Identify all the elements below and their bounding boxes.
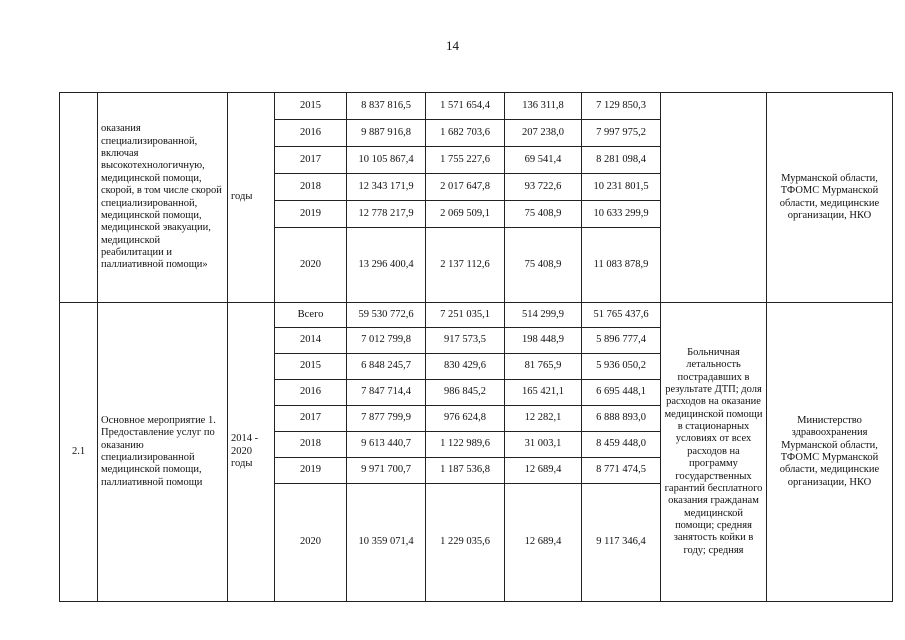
year-cell: 2020 xyxy=(275,228,347,303)
row-number-cell: 2.1 xyxy=(60,303,98,602)
funding-cell: 8 459 448,0 xyxy=(582,432,661,458)
year-cell: 2016 xyxy=(275,120,347,147)
funding-cell: 5 936 050,2 xyxy=(582,354,661,380)
year-cell: Всего xyxy=(275,303,347,328)
total-cell: 13 296 400,4 xyxy=(347,228,426,303)
responsible-cell: Министерство здравоохранения Мурманской области, ТФОМС Мурманской области, медицинские организации, НКО xyxy=(767,303,893,602)
total-cell: 8 837 816,5 xyxy=(347,93,426,120)
total-cell: 10 359 071,4 xyxy=(347,484,426,602)
total-cell: 9 613 440,7 xyxy=(347,432,426,458)
funding-cell: 198 448,9 xyxy=(505,328,582,354)
funding-cell: 81 765,9 xyxy=(505,354,582,380)
funding-cell: 136 311,8 xyxy=(505,93,582,120)
funding-cell: 917 573,5 xyxy=(426,328,505,354)
funding-cell: 1 229 035,6 xyxy=(426,484,505,602)
funding-cell: 514 299,9 xyxy=(505,303,582,328)
funding-cell: 69 541,4 xyxy=(505,147,582,174)
year-cell: 2017 xyxy=(275,147,347,174)
funding-cell: 2 069 509,1 xyxy=(426,201,505,228)
funding-cell: 986 845,2 xyxy=(426,380,505,406)
funding-cell: 75 408,9 xyxy=(505,228,582,303)
year-cell: 2019 xyxy=(275,458,347,484)
year-cell: 2016 xyxy=(275,380,347,406)
funding-cell: 830 429,6 xyxy=(426,354,505,380)
year-cell: 2020 xyxy=(275,484,347,602)
year-cell: 2019 xyxy=(275,201,347,228)
funding-cell: 10 231 801,5 xyxy=(582,174,661,201)
funding-cell: 1 122 989,6 xyxy=(426,432,505,458)
funding-cell: 11 083 878,9 xyxy=(582,228,661,303)
year-cell: 2015 xyxy=(275,354,347,380)
total-cell: 9 887 916,8 xyxy=(347,120,426,147)
funding-cell: 1 187 536,8 xyxy=(426,458,505,484)
indicators-cell: Больничная летальность пострадавших в результате ДТП; доля расходов на оказание медицинской помощи в стационарных условиях от всех расходов на программу государственных гарантий бесплатного оказания гражданам медицинской помощи; средняя занятость койки в году; средняя xyxy=(661,303,767,602)
funding-cell: 976 624,8 xyxy=(426,406,505,432)
funding-cell: 207 238,0 xyxy=(505,120,582,147)
funding-cell: 2 137 112,6 xyxy=(426,228,505,303)
total-cell: 12 778 217,9 xyxy=(347,201,426,228)
funding-cell: 6 888 893,0 xyxy=(582,406,661,432)
funding-cell: 7 129 850,3 xyxy=(582,93,661,120)
funding-cell: 31 003,1 xyxy=(505,432,582,458)
funding-cell: 10 633 299,9 xyxy=(582,201,661,228)
funding-cell: 5 896 777,4 xyxy=(582,328,661,354)
funding-cell: 12 689,4 xyxy=(505,458,582,484)
funding-cell: 1 755 227,6 xyxy=(426,147,505,174)
measure-description: оказания специализированной, включая высокотехнологичную, медицинской помощи, скорой, в том числе скорой специализированной, медицинской помощи, медицинской эвакуации, медицинской реабилитации и паллиативной помощи» xyxy=(98,93,228,303)
funding-cell: 8 281 098,4 xyxy=(582,147,661,174)
total-cell: 12 343 171,9 xyxy=(347,174,426,201)
funding-cell: 7 997 975,2 xyxy=(582,120,661,147)
total-cell: 10 105 867,4 xyxy=(347,147,426,174)
year-cell: 2018 xyxy=(275,432,347,458)
funding-cell: 9 117 346,4 xyxy=(582,484,661,602)
funding-cell: 1 571 654,4 xyxy=(426,93,505,120)
period-cell: 2014 - 2020 годы xyxy=(228,303,275,602)
total-cell: 9 971 700,7 xyxy=(347,458,426,484)
funding-cell: 6 695 448,1 xyxy=(582,380,661,406)
table-row xyxy=(60,93,893,120)
funding-cell: 93 722,6 xyxy=(505,174,582,201)
total-cell: 6 848 245,7 xyxy=(347,354,426,380)
total-cell: 7 877 799,9 xyxy=(347,406,426,432)
funding-cell: 12 689,4 xyxy=(505,484,582,602)
responsible-cell: Мурманской области, ТФОМС Мурманской области, медицинские организации, НКО xyxy=(767,93,893,303)
funding-cell: 51 765 437,6 xyxy=(582,303,661,328)
total-cell: 7 847 714,4 xyxy=(347,380,426,406)
table-row xyxy=(60,303,893,328)
total-cell: 59 530 772,6 xyxy=(347,303,426,328)
funding-cell: 12 282,1 xyxy=(505,406,582,432)
funding-cell: 2 017 647,8 xyxy=(426,174,505,201)
total-cell: 7 012 799,8 xyxy=(347,328,426,354)
year-cell: 2018 xyxy=(275,174,347,201)
row-number-cell xyxy=(60,93,98,303)
funding-cell: 165 421,1 xyxy=(505,380,582,406)
year-cell: 2017 xyxy=(275,406,347,432)
funding-cell: 75 408,9 xyxy=(505,201,582,228)
page-number: 14 xyxy=(446,38,459,53)
measure-description: Основное мероприятие 1. Предоставление услуг по оказанию специализированной медицинской помощи, паллиативной помощи xyxy=(98,303,228,602)
indicators-cell xyxy=(661,93,767,303)
program-table xyxy=(59,92,893,602)
funding-cell: 1 682 703,6 xyxy=(426,120,505,147)
period-cell: годы xyxy=(228,93,275,303)
funding-cell: 8 771 474,5 xyxy=(582,458,661,484)
year-cell: 2015 xyxy=(275,93,347,120)
funding-cell: 7 251 035,1 xyxy=(426,303,505,328)
year-cell: 2014 xyxy=(275,328,347,354)
